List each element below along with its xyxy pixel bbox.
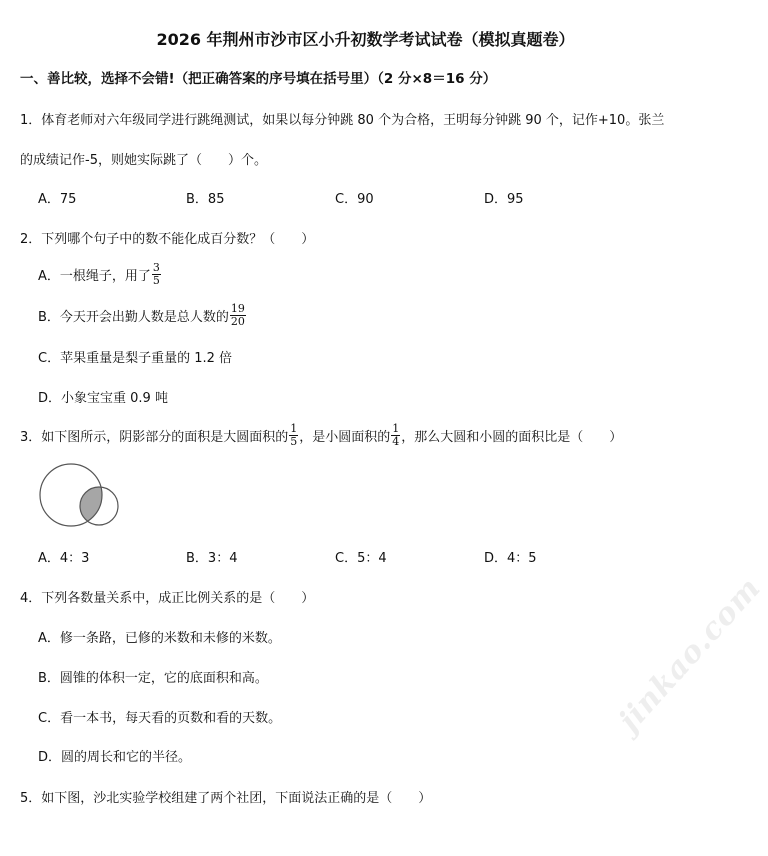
question-1-option-a: A．75 xyxy=(38,192,77,207)
circles-diagram xyxy=(34,462,124,528)
question-3-option-b: B．3：4 xyxy=(186,551,238,566)
question-4-text: 4．下列各数量关系中，成正比例关系的是（ ） xyxy=(20,591,315,606)
question-4-option-d: D．圆的周长和它的半径。 xyxy=(38,750,192,765)
question-1-line-1: 1．体育老师对六年级同学进行跳绳测试，如果以每分钟跳 80 个为合格，王明每分钟跳 90 个，记作+10。张兰 xyxy=(20,113,665,128)
question-1-option-c: C．90 xyxy=(335,192,374,207)
question-2-option-b-text: B．今天开会出勤人数是总人数的 xyxy=(38,310,229,325)
question-4-option-a: A．修一条路，已修的米数和未修的米数。 xyxy=(38,631,281,646)
fraction-one-fourth: $\frac{1}{4}$ xyxy=(392,422,400,448)
question-1-option-b: B．85 xyxy=(186,192,225,207)
question-3-text: 3．如下图所示，阴影部分的面积是大圆面积的 $\frac{1}{5}$ ，是小圆面积的 $\frac{1}{4}$ ，那么大圆和小圆的面积比是（ ） xyxy=(20,422,623,448)
question-3-option-d: D．4：5 xyxy=(484,551,537,566)
question-2-text: 2．下列哪个句子中的数不能化成百分数？（ ） xyxy=(20,232,315,247)
question-1-option-d: D．95 xyxy=(484,192,524,207)
question-4-option-c: C．看一本书，每天看的页数和看的天数。 xyxy=(38,711,282,726)
watermark-logo: jinkao.com xyxy=(612,570,768,739)
question-4-option-b: B．圆锥的体积一定，它的底面积和高。 xyxy=(38,671,268,686)
question-2-option-c: C．苹果重量是梨子重量的 1.2 倍 xyxy=(38,351,233,366)
fraction-nineteen-twentieths: $\frac{19}{20}$ xyxy=(230,302,245,328)
question-3-option-a: A．4：3 xyxy=(38,551,90,566)
question-2-option-b xyxy=(38,302,247,330)
question-2-option-d: D．小象宝宝重 0.9 吨 xyxy=(38,391,168,406)
question-1-line-2: 的成绩记作-5，则她实际跳了（ ）个。 xyxy=(20,153,267,168)
question-2-option-a-text: A．一根绳子，用了 xyxy=(38,269,151,284)
question-3-option-c: C．5：4 xyxy=(335,551,387,566)
question-2-option-a xyxy=(38,261,162,289)
page-title: 2026 年荆州市沙市区小升初数学考试试卷（模拟真题卷） xyxy=(156,30,575,49)
fraction-one-fifth: $\frac{1}{5}$ xyxy=(290,422,298,448)
section-heading: 一、善比较，选择不会错!（把正确答案的序号填在括号里）（2 分×8＝16 分） xyxy=(20,71,497,87)
fraction-three-fifths: $\frac{3}{5}$ xyxy=(152,261,160,287)
question-5-text: 5．如下图，沙北实验学校组建了两个社团，下面说法正确的是（ ） xyxy=(20,791,432,806)
